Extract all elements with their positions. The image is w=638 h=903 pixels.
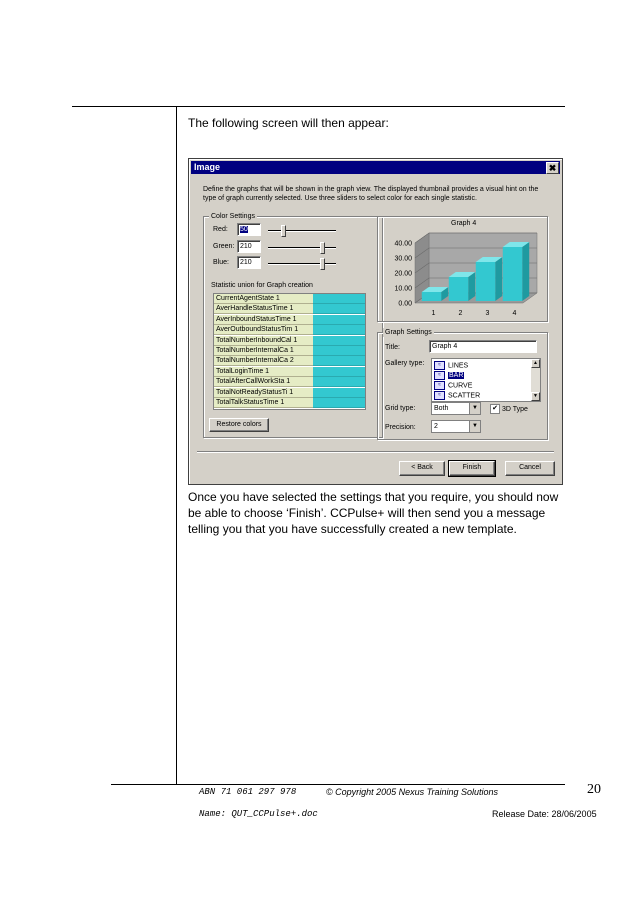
statistic-color-swatch bbox=[313, 315, 365, 325]
gallery-item-label: BAR bbox=[449, 372, 464, 380]
intro-paragraph: The following screen will then appear: bbox=[188, 116, 389, 130]
gallery-type-label: Gallery type: bbox=[385, 360, 425, 367]
statistic-color-swatch bbox=[313, 325, 365, 335]
precision-label: Precision: bbox=[385, 424, 416, 431]
chart-x-tick-label: 3 bbox=[485, 310, 490, 317]
statistic-name: AverInboundStatusTime 1 bbox=[214, 315, 313, 325]
statistic-name: TotalNumberInboundCal 1 bbox=[214, 336, 313, 346]
list-item[interactable] bbox=[214, 304, 365, 314]
graph-settings-label: Graph Settings bbox=[385, 329, 432, 336]
statistic-color-swatch bbox=[313, 346, 365, 356]
green-label: Green: bbox=[213, 243, 235, 250]
header-rule bbox=[72, 106, 565, 107]
chart-x-tick-label: 4 bbox=[512, 310, 517, 317]
statistic-name: TotalLoginTime 1 bbox=[214, 367, 313, 377]
footer-release-date: Release Date: 28/06/2005 bbox=[492, 809, 597, 819]
statistic-name: TotalNumberInternalCa 1 bbox=[214, 346, 313, 356]
green-slider-thumb[interactable] bbox=[320, 242, 325, 254]
back-button[interactable]: < Back bbox=[399, 461, 445, 476]
chevron-down-icon[interactable]: ▼ bbox=[469, 403, 480, 414]
statistic-color-swatch bbox=[313, 388, 365, 398]
list-item[interactable] bbox=[214, 294, 365, 304]
list-item[interactable] bbox=[214, 367, 365, 377]
graph-preview-title: Graph 4 bbox=[451, 220, 477, 227]
footer-copyright: © Copyright 2005 Nexus Training Solutions bbox=[326, 787, 499, 797]
grid-type-select[interactable]: Both ▼ bbox=[431, 402, 481, 415]
dialog-description: Define the graphs that will be shown in the graph view. The displayed thumbnail provides a visual hint on the type of graph currently selected. Use three sliders to select color for each single statistic. bbox=[203, 186, 539, 202]
chart-bar bbox=[503, 247, 522, 301]
list-item[interactable] bbox=[214, 325, 365, 335]
gallery-item[interactable] bbox=[434, 361, 468, 371]
statistic-color-swatch bbox=[313, 367, 365, 377]
chart-bar bbox=[449, 277, 468, 301]
chart-x-tick-label: 2 bbox=[458, 310, 463, 317]
graph-title-input[interactable]: Graph 4 bbox=[429, 340, 537, 353]
margin-rule bbox=[176, 106, 177, 785]
statistic-color-swatch bbox=[313, 377, 365, 387]
chart-type-icon: ≈ bbox=[434, 381, 445, 390]
statistic-name: TotalTalkStatusTime 1 bbox=[214, 398, 313, 408]
statistic-color-swatch bbox=[313, 294, 365, 304]
stat-union-label: Statistic union for Graph creation bbox=[211, 282, 313, 289]
graph-preview-chart bbox=[379, 227, 545, 317]
gallery-scrollbar[interactable] bbox=[531, 359, 540, 401]
list-item[interactable] bbox=[214, 356, 365, 366]
statistic-color-swatch bbox=[313, 398, 365, 408]
chart-y-tick-label: 40.00 bbox=[394, 240, 412, 248]
list-item[interactable] bbox=[214, 336, 365, 346]
chart-bar bbox=[476, 262, 495, 301]
blue-label: Blue: bbox=[213, 259, 229, 266]
red-input[interactable]: 50 bbox=[237, 223, 261, 236]
chart-y-tick-label: 0.00 bbox=[398, 300, 412, 308]
dialog-titlebar bbox=[191, 161, 560, 174]
footer-abn: ABN 71 061 297 978 bbox=[199, 787, 297, 797]
green-slider[interactable] bbox=[268, 242, 336, 252]
footer-rule bbox=[111, 784, 565, 785]
gallery-type-list[interactable] bbox=[431, 358, 541, 402]
chart-bar bbox=[422, 292, 441, 301]
gallery-item-label: SCATTER bbox=[448, 392, 481, 400]
blue-input[interactable]: 210 bbox=[237, 256, 261, 269]
cancel-button[interactable]: Cancel bbox=[505, 461, 555, 476]
list-item[interactable] bbox=[214, 346, 365, 356]
title-label: Title: bbox=[385, 344, 400, 351]
red-slider-thumb[interactable] bbox=[281, 225, 286, 237]
list-item[interactable] bbox=[214, 388, 365, 398]
chart-bar-side bbox=[522, 242, 529, 301]
gallery-item[interactable] bbox=[434, 381, 472, 391]
statistic-name: AverHandleStatusTime 1 bbox=[214, 304, 313, 314]
statistic-color-swatch bbox=[313, 304, 365, 314]
outro-paragraph: Once you have selected the settings that you require, you should now be able to choose ‘Finish’. CCPulse+ will then send you a message telling you that you have successfully created a new template. bbox=[188, 490, 559, 536]
color-settings-label: Color Settings bbox=[211, 213, 255, 220]
statistics-list[interactable] bbox=[213, 293, 366, 410]
statistic-name: AverOutboundStatusTim 1 bbox=[214, 325, 313, 335]
chart-x-tick-label: 1 bbox=[431, 310, 436, 317]
chart-type-icon: ≈ bbox=[434, 361, 445, 370]
restore-colors-button[interactable]: Restore colors bbox=[209, 418, 269, 432]
gallery-item-label: LINES bbox=[448, 362, 469, 370]
scroll-up-icon[interactable]: ▲ bbox=[531, 359, 540, 368]
three-d-label: 3D Type bbox=[502, 406, 528, 413]
gallery-item[interactable] bbox=[434, 371, 464, 381]
chart-type-icon: ≈ bbox=[434, 391, 445, 400]
finish-button[interactable]: Finish bbox=[449, 461, 495, 476]
blue-slider[interactable] bbox=[268, 258, 336, 268]
image-dialog bbox=[188, 158, 563, 485]
red-slider[interactable] bbox=[268, 225, 336, 235]
chart-type-icon: ≈ bbox=[434, 371, 445, 380]
statistic-name: TotalAfterCallWorkSta 1 bbox=[214, 377, 313, 387]
chart-y-tick-label: 20.00 bbox=[394, 270, 412, 278]
blue-slider-thumb[interactable] bbox=[320, 258, 325, 270]
three-d-checkbox[interactable]: ✔ bbox=[490, 404, 500, 414]
dialog-separator bbox=[197, 451, 554, 452]
red-label: Red: bbox=[213, 226, 228, 233]
chevron-down-icon[interactable]: ▼ bbox=[469, 421, 480, 432]
scroll-down-icon[interactable]: ▼ bbox=[531, 392, 540, 401]
chart-bar-side bbox=[495, 257, 502, 301]
grid-type-label: Grid type: bbox=[385, 405, 416, 412]
statistic-color-swatch bbox=[313, 336, 365, 346]
statistic-color-swatch bbox=[313, 356, 365, 366]
statistic-name: CurrentAgentState 1 bbox=[214, 294, 313, 304]
chart-bar-side bbox=[468, 272, 475, 301]
gallery-item[interactable] bbox=[434, 391, 480, 401]
list-item[interactable] bbox=[214, 315, 365, 325]
chart-y-tick-label: 30.00 bbox=[394, 255, 412, 263]
precision-select[interactable]: 2 ▼ bbox=[431, 420, 481, 433]
green-input[interactable]: 210 bbox=[237, 240, 261, 253]
chart-y-tick-label: 10.00 bbox=[394, 285, 412, 293]
page-number: 20 bbox=[587, 782, 601, 797]
gallery-item-label: CURVE bbox=[448, 382, 473, 390]
list-item[interactable] bbox=[214, 377, 365, 387]
dialog-title: Image bbox=[194, 162, 221, 172]
list-item[interactable] bbox=[214, 398, 365, 408]
close-icon[interactable]: ✖ bbox=[546, 162, 559, 174]
statistic-name: TotalNumberInternalCa 2 bbox=[214, 356, 313, 366]
footer-filename: Name: QUT_CCPulse+.doc bbox=[199, 809, 318, 819]
statistic-name: TotalNotReadyStatusTi 1 bbox=[214, 388, 313, 398]
